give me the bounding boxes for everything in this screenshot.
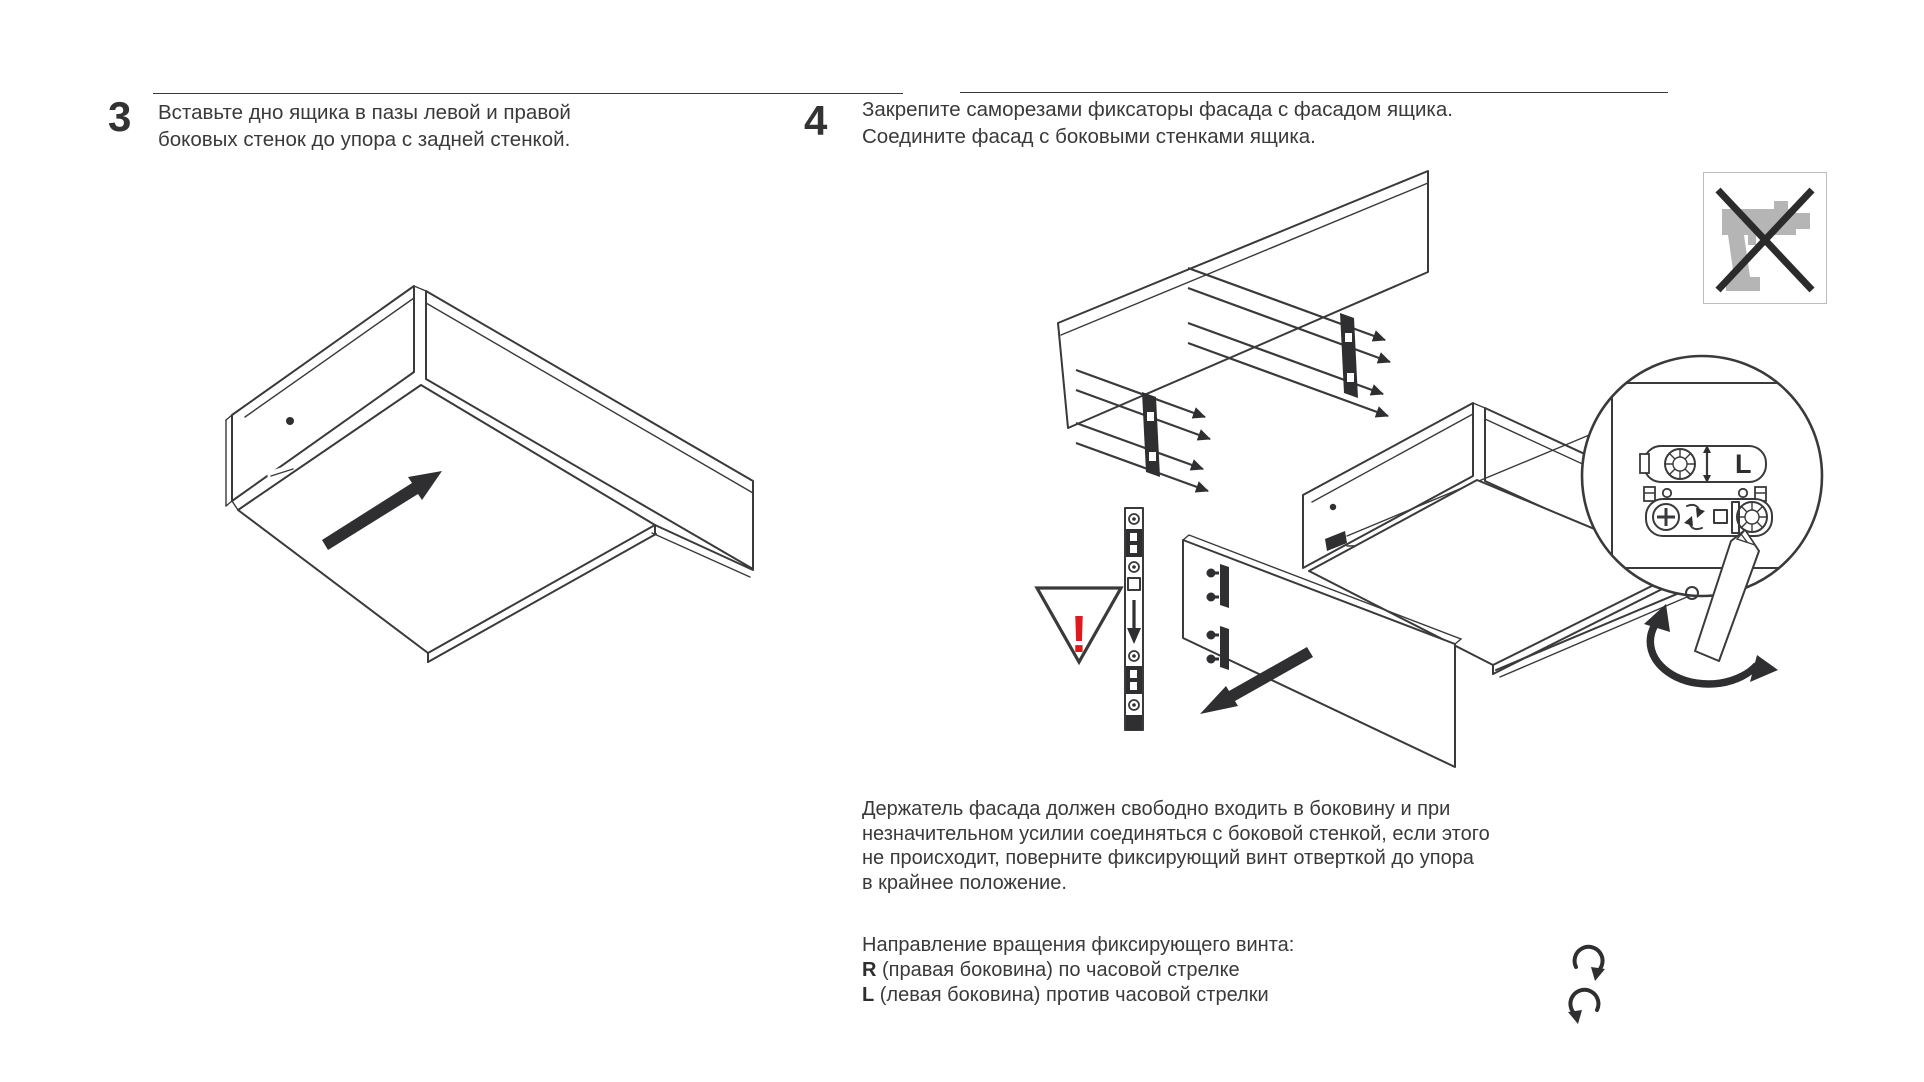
wall-hole <box>286 417 294 425</box>
rotate-clockwise-icon <box>1567 941 1613 985</box>
note-line1: Держатель фасада должен свободно входить в боковину и при <box>862 798 1451 820</box>
magnifier-detail <box>1582 356 1822 599</box>
direction-left-letter: L <box>862 984 875 1006</box>
facade-holder <box>1220 626 1229 670</box>
step3-instruction-line1: Вставьте дно ящика в пазы левой и правой <box>158 101 571 124</box>
direction-left-line <box>862 983 1294 1008</box>
step4-assembly-illustration <box>830 140 1924 780</box>
rotate-counterclockwise-icon <box>1560 984 1606 1028</box>
rotation-direction-block <box>862 933 1294 1008</box>
step4-instruction-line1: Закрепите саморезами фиксаторы фасада с фасадом ящика. <box>862 98 1453 121</box>
step3-number: 3 <box>108 93 132 140</box>
direction-left-text: (левая боковина) против часовой стрелки <box>874 984 1269 1006</box>
direction-right-letter: R <box>862 959 877 981</box>
direction-title: Направление вращения фиксирующего винта: <box>862 934 1295 956</box>
step3-drawer-illustration <box>205 225 765 670</box>
warning-exclamation: ! <box>1070 606 1088 664</box>
step4-rule <box>960 92 1668 93</box>
facade-fixator-left <box>1142 392 1160 477</box>
note-line3: не происходит, поверните фиксирующий винт отверткой до упора <box>862 847 1474 869</box>
step3-instruction <box>158 99 571 153</box>
step4-instruction-line2: Соедините фасад с боковыми стенками ящика. <box>862 125 1316 148</box>
step3-instruction-line2: боковых стенок до упора с задней стенкой. <box>158 128 571 151</box>
front-fixator-strip <box>1125 508 1143 730</box>
direction-right-line <box>862 958 1294 983</box>
step4-note <box>862 797 1490 895</box>
note-line4: в крайнее положение. <box>862 871 1067 894</box>
step3-rule <box>153 93 903 94</box>
facade-fixator-right <box>1340 313 1358 398</box>
warning-triangle-icon <box>1037 588 1121 664</box>
facade-holder <box>1220 564 1229 608</box>
step4-number: 4 <box>804 97 828 144</box>
magnifier-side-label: L <box>1735 449 1752 479</box>
direction-right-text: (правая боковина) по часовой стрелке <box>876 959 1240 981</box>
note-line2: незначительном усилии соединяться с боковой стенкой, если этого <box>862 822 1490 845</box>
